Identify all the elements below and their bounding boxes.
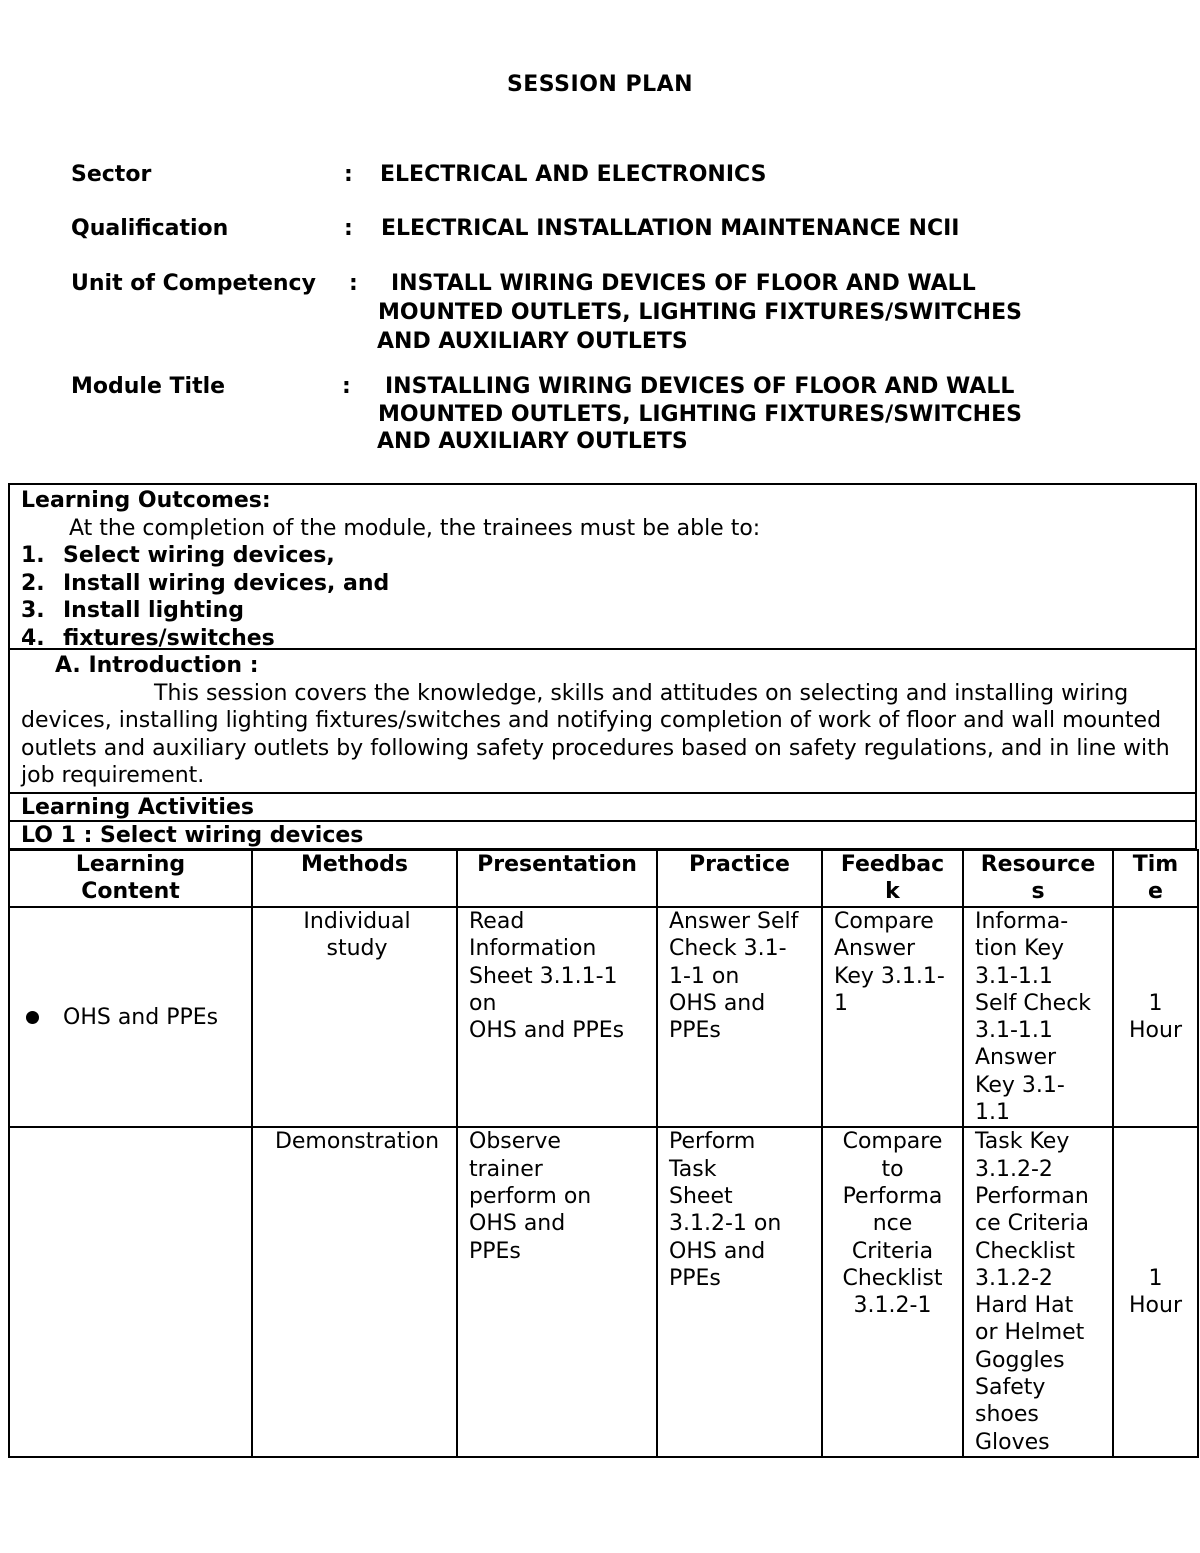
header-presentation: Presentation (457, 850, 657, 907)
table-row (9, 907, 1198, 1127)
outcome-item: 2. Install wiring devices, and (21, 570, 390, 596)
module-label: Module Title (71, 374, 226, 399)
cell-practice: Answer Self Check 3.1- 1-1 on OHS and PPEs (657, 907, 822, 1127)
outcome-item: 4. fixtures/switches (21, 625, 275, 651)
cell-feedback: Compare Answer Key 3.1.1- 1 (822, 907, 963, 1127)
cell-content: OHS and PPEs (9, 907, 252, 1127)
sector-colon: : (344, 162, 353, 187)
unit-label: Unit of Competency (71, 271, 316, 296)
cell-presentation: Read Information Sheet 3.1.1-1 on OHS and PPEs (457, 907, 657, 1127)
unit-value: INSTALL WIRING DEVICES OF FLOOR AND WALL MOUNTED OUTLETS, LIGHTING FIXTURES/SWITCHES AND AUXILIARY OUTLETS (377, 271, 1022, 354)
header-practice: Practice (657, 850, 822, 907)
sector-value: ELECTRICAL AND ELECTRONICS (380, 162, 767, 187)
header-learning-content: Learning Content (9, 850, 252, 907)
qualification-label: Qualification (71, 216, 229, 241)
unit-colon: : (349, 271, 358, 296)
module-colon: : (342, 374, 351, 399)
header-feedback: Feedbac k (822, 850, 963, 907)
qualification-colon: : (344, 216, 353, 241)
activities-table (8, 849, 1199, 1458)
cell-resources: Task Key 3.1.2-2 Performan ce Criteria Checklist 3.1.2-2 Hard Hat or Helmet Goggles Safety shoes Gloves (963, 1127, 1113, 1457)
learning-activities-heading: Learning Activities (8, 792, 1197, 822)
cell-methods: Demonstration (252, 1127, 457, 1457)
cell-feedback: Compare to Performa nce Criteria Checklist 3.1.2-1 (822, 1127, 963, 1457)
cell-content (9, 1127, 252, 1457)
page-title: SESSION PLAN (506, 72, 694, 97)
header-methods: Methods (252, 850, 457, 907)
learning-outcomes-heading: Learning Outcomes: (21, 488, 271, 513)
lo1-heading: LO 1 : Select wiring devices (8, 820, 1197, 850)
cell-time: 1 Hour (1113, 1127, 1198, 1457)
cell-methods: Individual study (252, 907, 457, 1127)
learning-outcomes-intro: At the completion of the module, the trainees must be able to: (69, 515, 761, 541)
cell-presentation: Observe trainer perform on OHS and PPEs (457, 1127, 657, 1457)
cell-resources: Informa- tion Key 3.1-1.1 Self Check 3.1-1.1 Answer Key 3.1- 1.1 (963, 907, 1113, 1127)
table-header-row (9, 850, 1198, 907)
learning-outcomes-section (8, 483, 1197, 650)
introduction-body: This session covers the knowledge, skills and attitudes on selecting and installing wiring devices, installing lighting fixtures/switches and notifying completion of work of floor and wall mounted outlets and auxiliary outlets by following safety procedures based on safety regulations, and in line with job requirement. (21, 680, 1170, 788)
outcome-item: 1. Select wiring devices, (21, 543, 335, 568)
header-resources: Resource s (963, 850, 1113, 907)
introduction-heading: A. Introduction : (55, 653, 259, 678)
table-row (9, 1127, 1198, 1457)
introduction-section (8, 648, 1197, 794)
outcome-item: 3. Install lighting (21, 598, 245, 623)
qualification-value: ELECTRICAL INSTALLATION MAINTENANCE NCII (381, 216, 960, 241)
sector-label: Sector (71, 162, 152, 187)
header-time: Tim e (1113, 850, 1198, 907)
cell-practice: Perform Task Sheet 3.1.2-1 on OHS and PPEs (657, 1127, 822, 1457)
cell-time: 1 Hour (1113, 907, 1198, 1127)
module-value: INSTALLING WIRING DEVICES OF FLOOR AND WALL MOUNTED OUTLETS, LIGHTING FIXTURES/SWITCHES AND AUXILIARY OUTLETS (377, 374, 1022, 454)
bullet-icon (26, 1011, 39, 1024)
